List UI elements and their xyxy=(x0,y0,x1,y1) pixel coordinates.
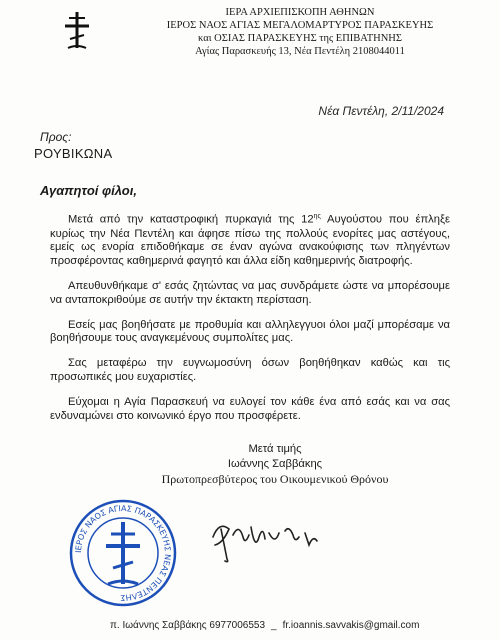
footer-contact xyxy=(110,620,425,631)
recipient-name: ΡΟΥΒΙΚΩΝΑ xyxy=(34,146,113,161)
letterhead-line-2: ΙΕΡΟΣ ΝΑΟΣ ΑΓΙΑΣ ΜΕΓΑΛΟΜΑΡΤΥΡΟΣ ΠΑΡΑΣΚΕΥΗΣ xyxy=(166,20,434,31)
paragraph-3: Εσείς μας βοηθήσατε με προθυμία και αλληλεγγυοι όλοι μαζί μπορέσαμε να βοηθήσουμε τους αναγκεμένους συμπολίτες μας. xyxy=(50,318,450,345)
ordinal-suffix: ης xyxy=(313,213,321,220)
letterhead-line-4: Αγίας Παρασκευής 13, Νέα Πεντέλη 2108044011 xyxy=(195,46,405,57)
letter-date: Νέα Πεντέλη, 2/11/2024 xyxy=(318,104,444,118)
letterhead-line-1: ΙΕΡΑ ΑΡΧΙΕΠΙΣΚΟΠΗ ΑΘΗΝΩΝ xyxy=(225,7,375,18)
paragraph-5: Εύχομαι η Αγία Παρασκευή να ευλογεί τον κάθε ένα από εσάς και να σας ενδυναμώνει στο κοινωνικό έργο που προσφέρετε. xyxy=(50,395,450,422)
signer-name: Ιωάννης Σαββάκης xyxy=(227,458,323,470)
paragraph-1-rest: Αυγούστου που έπληξε κυρίως την Νέα Πεντέλη και άφησε πίσω της πολλούς ενορίτες μας αστέγους, εμείς ως ενορία επιδοθήκαμε σε έναν αγώνα ανακούφισης των πληγέντων προσφέροντας καθημερινά φαγητό και άλλα είδη καθημερινής διατροφής. xyxy=(50,213,450,268)
paragraph-2: Απευθυνθήκαμε σ' εσάς ζητώντας να μας συνδράμετε ώστε να μπορέσουμε να ανταποκριθούμε σε αυτήν την έκτακτη περίσταση. xyxy=(50,279,450,306)
paragraph-1 xyxy=(50,210,450,269)
footer-separator: _ xyxy=(271,620,277,631)
closing-phrase: Μετά τιμής xyxy=(248,443,302,455)
greeting: Αγαπητοί φίλοι, xyxy=(40,183,137,198)
seal-text: ΙΕΡΟΣ ΝΑΟΣ ΑΓΙΑΣ ΠΑΡΑΣΚΕΥΗΣ ΝΕΑΣ ΠΕΝΤΕΛΗΣ xyxy=(73,503,173,603)
paragraph-1-start: Μετά από την καταστροφική πυρκαγιά της 12 xyxy=(68,213,314,226)
handwritten-signature xyxy=(205,515,325,565)
footer-name-phone: π. Ιωάννης Σαββάκης 6977006553 xyxy=(110,620,266,631)
letterhead-line-3: και ΟΣΙΑΣ ΠΑΡΑΣΚΕΥΗΣ της ΕΠΙΒΑΤΗΝΗΣ xyxy=(198,33,402,44)
footer-email[interactable]: fr.ioannis.savvakis@gmail.com xyxy=(282,620,420,631)
church-seal-stamp xyxy=(68,498,178,608)
signer-title: Πρωτοπρεσβύτερος του Οικουμενικού Θρόνου xyxy=(161,472,389,486)
cross-logo-icon xyxy=(60,8,94,52)
signoff xyxy=(150,442,400,487)
letterhead xyxy=(110,6,490,58)
recipient-label: Προς: xyxy=(40,130,72,144)
paragraph-4: Σας μεταφέρω την ευγνωμοσύνη όσων βοηθήθηκαν καθώς και τις προσωπικές μου ευχαριστίες. xyxy=(50,357,450,383)
letter-body xyxy=(50,210,450,434)
